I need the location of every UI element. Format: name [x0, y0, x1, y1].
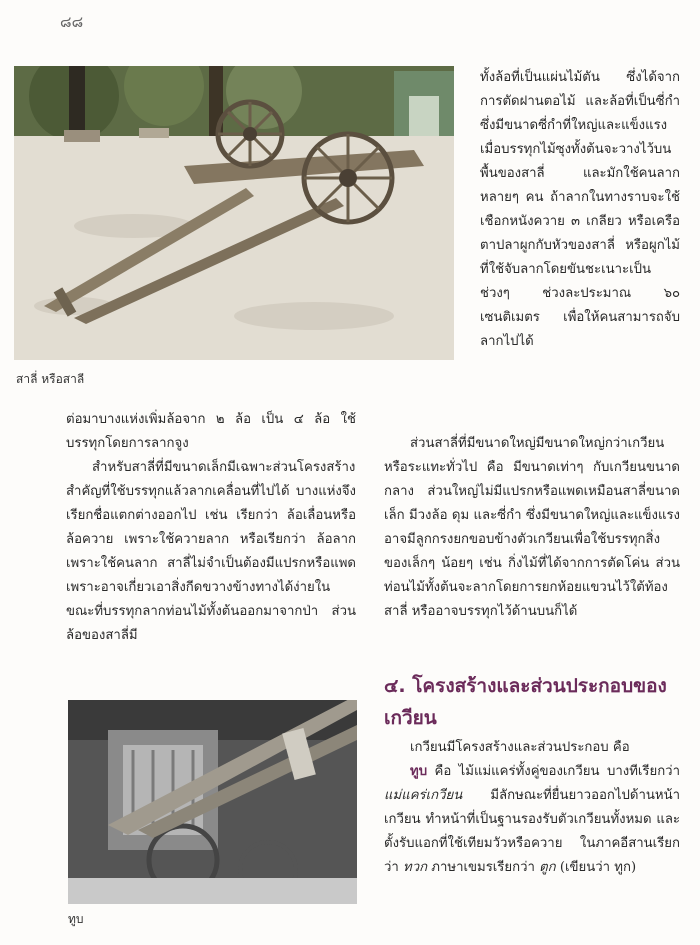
emphasis-term: แม่แคร่เกวียน — [384, 788, 463, 803]
text-run: คือ ไม้แม่แคร่ทั้งคู่ของเกวียน บางทีเรียกว่า — [427, 764, 680, 779]
paragraph — [384, 760, 680, 880]
emphasis-term: ตูก — [539, 860, 556, 875]
section-body-text — [384, 736, 680, 880]
text-run: ภาษาเขมรเรียกว่า — [427, 860, 540, 875]
cart-photo — [14, 66, 454, 360]
section-intro: เกวียนมีโครงสร้างและส่วนประกอบ คือ — [410, 740, 630, 755]
paragraph: ต่อมาบางแห่งเพิ่มล้อจาก ๒ ล้อ เป็น ๔ ล้อ ใช้บรรทุกโดยการลากจูง — [66, 412, 356, 451]
right-column-mid-text — [384, 432, 680, 624]
paragraph: ส่วนสาลี่ที่มีขนาดใหญ่มีขนาดใหญ่กว่าเกวียนหรือระแทะทั่วไป คือ มีขนาดเท่าๆ กับเกวียนขนาดกลาง ส่วนใหญ่ไม่มีแปรกหรือแพดเหมือนสาลี่ขนาดเล็ก มีวงล้อ ดุม และซี่กำ ซึ่งมีขนาดใหญ่และแข็งแรง อาจมีลูกกรงยกขอบข้างตัวเกวียนเพื่อใช้บรรทุกสิ่งของเล็กๆ น้อยๆ เช่น กิ่งไม้ที่ได้จากการตัดโค่น ส่วนท่อนไม้ทั้งต้นจะลากโดยการยกห้อยแขวนไว้ใต้ท้องสาลี่ หรืออาจบรรทุกไว้ด้านบนก็ได้ — [384, 436, 680, 619]
page-number: ๘๘ — [60, 13, 84, 31]
text-run: (เขียนว่า ทูก) — [555, 860, 637, 875]
emphasis-term: ทวก — [403, 860, 428, 875]
paragraph: สำหรับสาลี่ที่มีขนาดเล็กมีเฉพาะส่วนโครงสร้างสำคัญที่ใช้บรรทุกแล้วลากเคลื่อนที่ไปได้ บางแห่งจึงเรียกชื่อแตกต่างออกไป เช่น เรียกว่า ล้อเลื่อนหรือล้อควาย เพราะใช้ควายลาก หรือเรียกว่า ล้อลาก เพราะใช้คนลาก สาลี่ไม่จำเป็นต้องมีแปรกหรือแพด เพราะอาจเกี่ยวเอาสิ่งกีดขวางข้างทางได้ง่ายในขณะที่บรรทุกลากท่อนไม้ทั้งต้นออกมาจากป่า ส่วนล้อของสาลี่มี — [66, 460, 356, 643]
tub-photo-caption: ทูบ — [68, 912, 84, 926]
cart-illustration — [14, 66, 454, 360]
paragraph: ทั้งล้อที่เป็นแผ่นไม้ตัน ซึ่งได้จากการตัดฝานตอไม้ และล้อที่เป็นซี่กำ ซึ่งมีขนาดซี่กำที่ใหญ่และแข็งแรง เมื่อบรรทุกไม้ซุงทั้งต้นจะวางไว้บนพื้นของสาลี่ และมักใช้คนลากหลายๆ คน ถ้าลากในทางราบจะใช้เชือกหนังควาย ๓ เกลียว หรือเครือตาปลาผูกกับหัวของสาลี่ หรือผูกไม้ที่ใช้จับลากโดยขันชะเนาะเป็นช่วงๆ ช่วงละประมาณ ๖๐ เซนติเมตร เพื่อให้คนสามารถจับลากไปได้ — [480, 70, 680, 349]
text-run: มีลักษณะที่ยื่นยาวออกไปด้านหน้าเกวียน ทำหน้าที่เป็นฐานรองรับตัวเกวียนทั้งหมด และตั้งรับแอกที่ใช้เทียมวัวหรือควาย ในภาคอีสานเรียกว่า — [384, 788, 680, 875]
tub-photo — [68, 700, 357, 904]
tub-illustration — [68, 700, 357, 904]
term-tub: ทูบ — [410, 764, 428, 779]
section-heading: ๔. โครงสร้างและส่วนประกอบของเกวียน — [384, 675, 667, 729]
cart-photo-caption: สาลี่ หรือสาลี — [16, 372, 85, 386]
right-column-top-text — [480, 66, 680, 354]
left-column-text — [66, 408, 356, 648]
